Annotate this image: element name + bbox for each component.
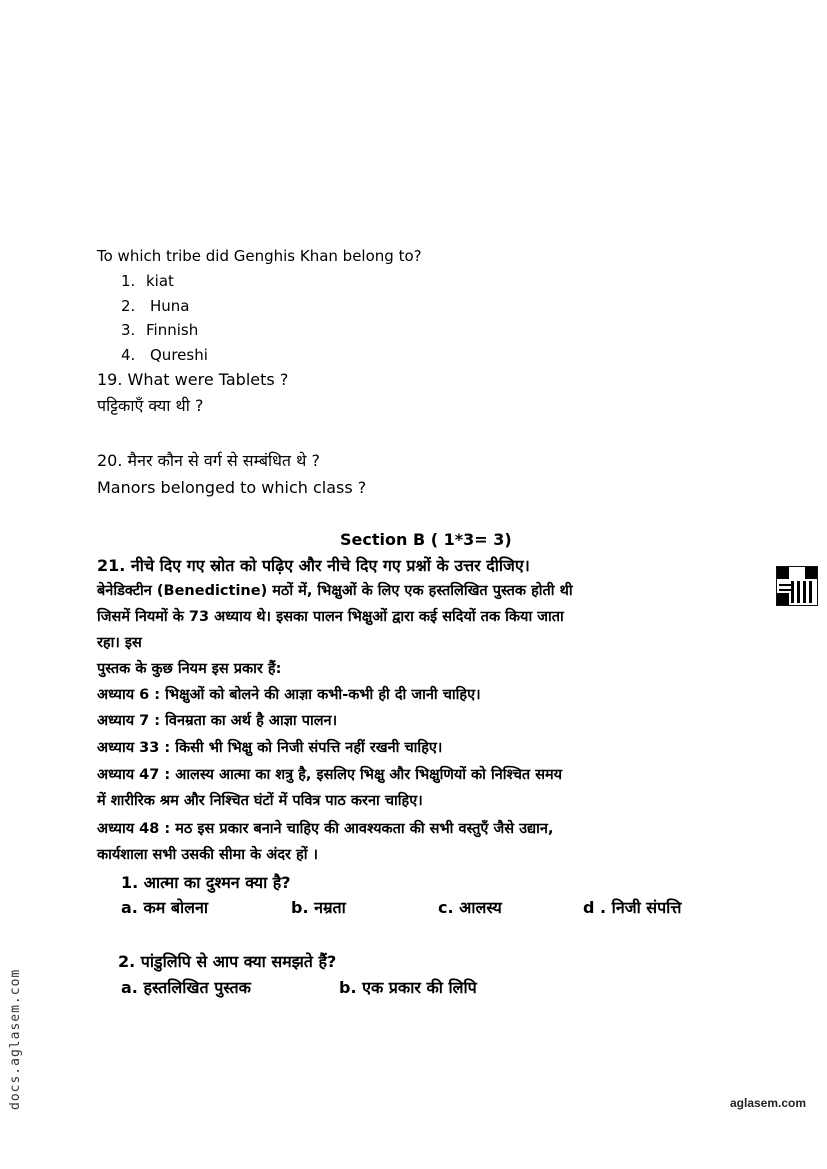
q18-option-4-num: 4. bbox=[121, 346, 136, 364]
section-b-heading: Section B ( 1*3= 3) bbox=[340, 530, 512, 549]
q18-question: To which tribe did Genghis Khan belong to? bbox=[97, 247, 422, 265]
q18-option-1-num: 1. bbox=[121, 272, 136, 290]
side-watermark: docs.aglasem.com bbox=[8, 968, 23, 1110]
q18-option-1: kiat bbox=[146, 272, 174, 290]
passage-line: अध्याय 48 : मठ इस प्रकार बनाने चाहिए की आवश्यकता की सभी वस्तुएँ जैसे उद्यान, bbox=[97, 821, 554, 837]
subq1-question: 1. आत्मा का दुश्मन क्या है? bbox=[121, 873, 291, 892]
passage-line: अध्याय 47 : आलस्य आत्मा का शत्रु है, इसलिए भिक्षु और भिक्षुणियों को निश्चित समय bbox=[97, 767, 563, 783]
passage-line: बेनेडिक्टीन (Benedictine) मठों में, भिक्षुओं के लिए एक हस्तलिखित पुस्तक होती थी bbox=[97, 583, 573, 599]
q18-option-3: Finnish bbox=[146, 321, 199, 339]
q18-option-3-num: 3. bbox=[121, 321, 136, 339]
subq2-option-a: a. हस्तलिखित पुस्तक bbox=[121, 978, 251, 997]
subq2-option-b: b. एक प्रकार की लिपि bbox=[339, 978, 477, 997]
q20-hindi: 20. मैनर कौन से वर्ग से सम्बंधित थे ? bbox=[97, 451, 320, 470]
passage-line: अध्याय 6 : भिक्षुओं को बोलने की आज्ञा कभी-कभी ही दी जानी चाहिए। bbox=[97, 687, 481, 703]
passage-line: अध्याय 33 : किसी भी भिक्षु को निजी संपत्ति नहीं रखनी चाहिए। bbox=[97, 740, 443, 756]
passage-line: रहा। इस bbox=[97, 635, 142, 651]
passage-line: जिसमें नियमों के 73 अध्याय थे। इसका पालन भिक्षुओं द्वारा कई सदियों तक किया जाता bbox=[97, 609, 564, 625]
q19-english: 19. What were Tablets ? bbox=[97, 370, 289, 389]
q18-option-4: Qureshi bbox=[150, 346, 208, 364]
passage-line: कार्यशाला सभी उसकी सीमा के अंदर हों । bbox=[97, 847, 319, 863]
subq2-question: 2. पांडुलिपि से आप क्या समझते हैं? bbox=[118, 952, 337, 971]
q20-english: Manors belonged to which class ? bbox=[97, 478, 367, 497]
passage-line: अध्याय 7 : विनम्रता का अर्थ है आज्ञा पालन। bbox=[97, 713, 338, 729]
q18-option-2-num: 2. bbox=[121, 297, 136, 315]
q19-hindi: पट्टिकाएँ क्या थी ? bbox=[97, 396, 204, 415]
subq1-option-a: a. कम बोलना bbox=[121, 898, 209, 917]
subq1-option-c: c. आलस्य bbox=[438, 898, 502, 917]
qr-code-icon bbox=[776, 566, 818, 606]
brand-watermark: aglasem.com bbox=[730, 1096, 807, 1110]
passage-line: पुस्तक के कुछ नियम इस प्रकार हैं: bbox=[97, 661, 282, 677]
subq1-option-d: d . निजी संपत्ति bbox=[583, 898, 682, 917]
q21-instruction: 21. नीचे दिए गए स्रोत को पढ़िए और नीचे दिए गए प्रश्नों के उत्तर दीजिए। bbox=[97, 556, 530, 575]
passage-line: में शारीरिक श्रम और निश्चित घंटों में पवित्र पाठ करना चाहिए। bbox=[97, 793, 423, 809]
q18-option-2: Huna bbox=[150, 297, 190, 315]
subq1-option-b: b. नम्रता bbox=[291, 898, 346, 917]
